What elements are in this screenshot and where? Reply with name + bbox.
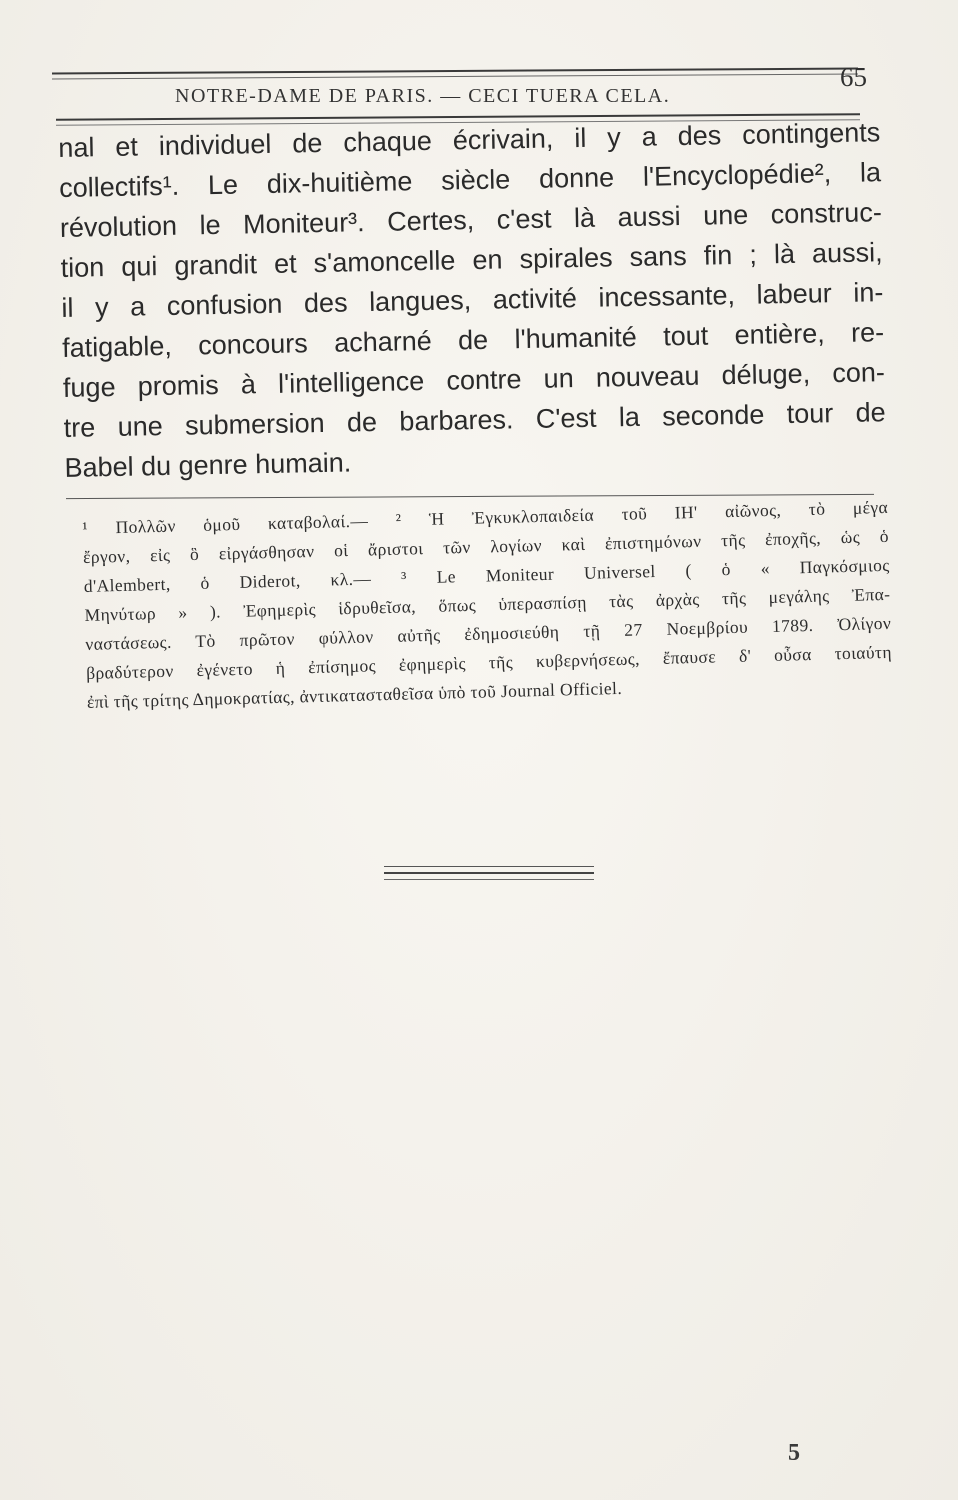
footnote-line: Μηνύτωρ » ). Ἐφημερὶς ἱδρυθεῖσα, ὅπως ὑπερασπίσῃ τὰς ἀρχὰς τῆς μεγάλης Ἐπα- (84, 583, 891, 625)
body-line: Babel du genre humain. (64, 447, 352, 483)
page-number: 65 (840, 62, 867, 92)
footnotes-block (82, 493, 893, 717)
body-line: tion qui grandit et s'amoncelle en spirales sans fin ; là aussi, (60, 237, 883, 283)
body-line: il y a confusion des langues, activité incessante, labeur in- (61, 277, 884, 323)
body-line: collectifs¹. Le dix-huitième siècle donne l'Encyclopédie², la (58, 157, 882, 203)
body-line: fuge promis à l'intelligence contre un nouveau déluge, con- (62, 357, 886, 403)
running-head-title: NOTRE-DAME DE PARIS. — CECI TUERA CELA. (175, 85, 671, 107)
closing-ornament-rule-thick (384, 872, 594, 874)
closing-ornament-rule-lower (384, 879, 594, 880)
body-paragraph (58, 112, 887, 488)
footnote-line: ναστάσεως. Τὸ πρῶτον φύλλον αὐτῆς ἐδημοσιεύθη τῇ 27 Νοεμβρίου 1789. Ὀλίγον (85, 612, 892, 654)
footnote-line: ἔργον, εἰς ὃ εἰργάσθησαν οἱ ἄριστοι τῶν λογίων καὶ ἐπιστημόνων τῆς ἐποχῆς, ὡς ὁ (82, 525, 890, 567)
body-line: tre une submersion de barbares. C'est la seconde tour de (63, 397, 886, 443)
footnote-line: ἐπὶ τῆς τρίτης Δημοκρατίας, ἀντικατασταθεῖσα ὑπὸ τοῦ Journal Officiel. (86, 677, 623, 712)
closing-ornament-rule (384, 866, 594, 867)
footnote-line: d'Alembert, ὁ Diderot, κλ.— ³ Le Moniteur Universel ( ὁ « Παγκόσμιος (83, 554, 890, 596)
body-line: fatigable, concours acharné de l'humanité tout entière, re- (61, 317, 885, 363)
footnote-line: ¹ Πολλῶν ὁμοῦ καταβολαί.— ² Ἡ Ἐγκυκλοπαιδεία τοῦ ΙΗ' αἰῶνος, τὸ μέγα (82, 496, 889, 538)
body-line: nal et individuel de chaque écrivain, il y a des contingents (58, 117, 881, 163)
body-line: révolution le Moniteur³. Certes, c'est là aussi une construc- (59, 197, 883, 243)
signature-mark: 5 (788, 1440, 800, 1466)
header-top-rule-thin (52, 74, 858, 80)
footnote-line: βραδύτερον ἐγένετο ἡ ἐπίσημος ἐφημερὶς τῆς κυβερνήσεως, ἔπαυσε δ' οὖσα τοιαύτη (85, 641, 893, 683)
